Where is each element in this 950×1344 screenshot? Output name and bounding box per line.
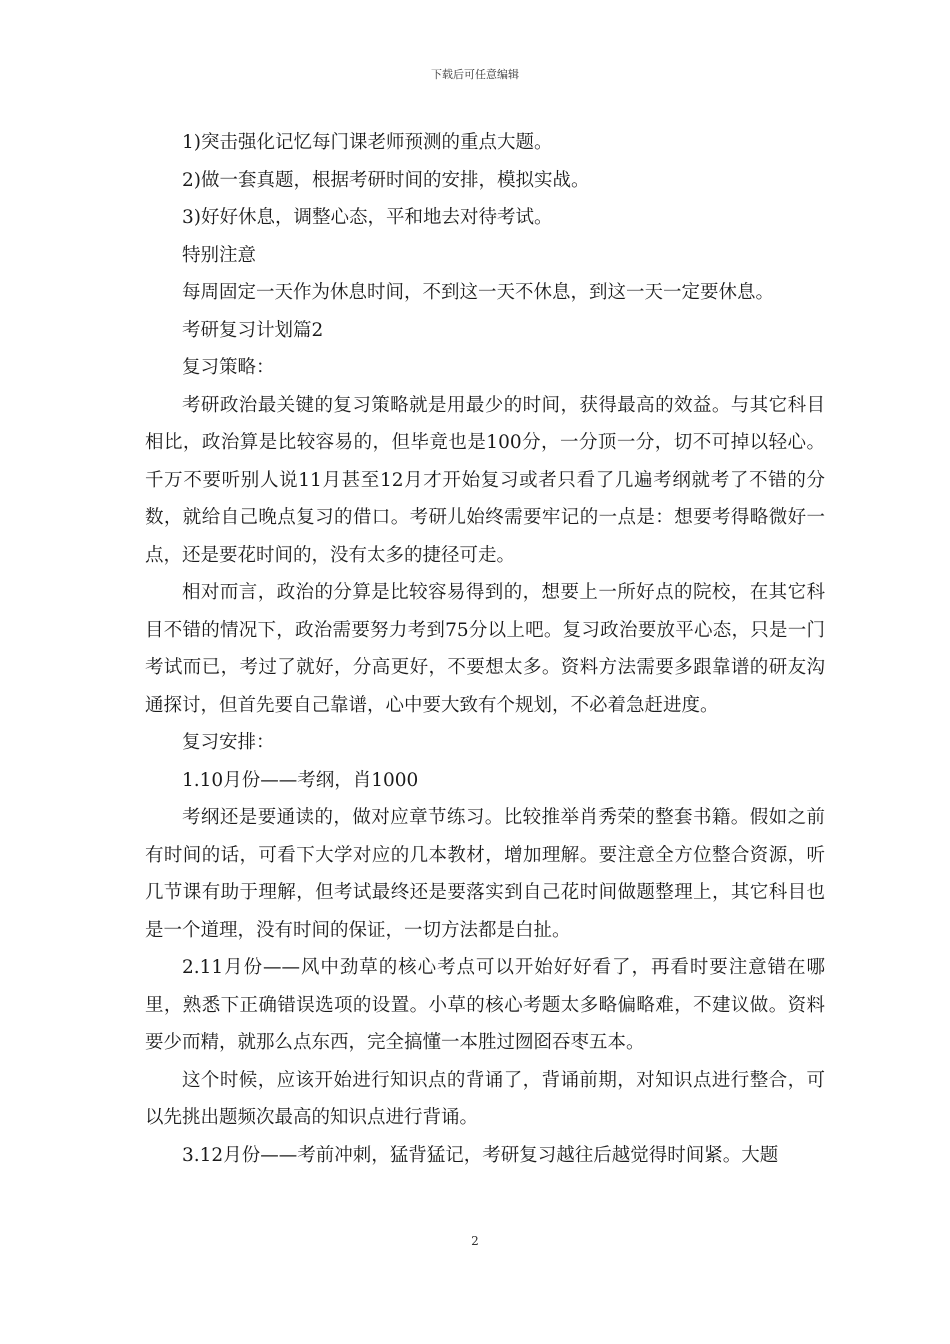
paragraph: 考纲还是要通读的，做对应章节练习。比较推举肖秀荣的整套书籍。假如之前有时间的话，可看下大学对应的几本教材，增加理解。要注意全方位整合资源，听几节课有助于理解，但考试最终还是要落实到自己花时间做题整理上，其它科目也是一个道理，没有时间的保证，一切方法都是白扯。 bbox=[145, 807, 825, 941]
document-body bbox=[145, 124, 825, 1174]
paragraph: 每周固定一天作为休息时间，不到这一天不休息，到这一天一定要休息。 bbox=[182, 282, 775, 303]
page-header: 下载后可任意编辑 bbox=[431, 68, 519, 81]
section-heading: 考研复习计划篇2 bbox=[182, 319, 324, 341]
section-heading: 复习安排： bbox=[182, 732, 275, 753]
paragraph: 2)做一套真题，根据考研时间的安排，模拟实战。 bbox=[182, 169, 590, 191]
section-heading: 特别注意 bbox=[182, 244, 257, 266]
list-item: 1.10月份——考纲，肖1000 bbox=[182, 769, 419, 791]
section-heading: 复习策略： bbox=[182, 357, 275, 378]
list-item: 3.12月份——考前冲刺，猛背猛记，考研复习越往后越觉得时间紧。大题 bbox=[182, 1144, 779, 1166]
paragraph: 相对而言，政治的分算是比较容易得到的，想要上一所好点的院校，在其它科目不错的情况下，政治需要努力考到75分以上吧。复习政治要放平心态，只是一门考试而已，考过了就好，分高更好，不要想太多。资料方法需要多跟靠谱的研友沟通探讨，但首先要自己靠谱，心中要大致有个规划，不必着急赶进度。 bbox=[145, 582, 825, 716]
paragraph: 考研政治最关键的复习策略就是用最少的时间，获得最高的效益。与其它科目相比，政治算是比较容易的，但毕竟也是100分，一分顶一分，切不可掉以轻心。千万不要听别人说11月甚至12月才开始复习或者只看了几遍考纲就考了不错的分数，就给自己晚点复习的借口。考研儿始终需要牢记的一点是：想要考得略微好一点，还是要花时间的，没有太多的捷径可走。 bbox=[145, 394, 825, 566]
paragraph: 3)好好休息，调整心态，平和地去对待考试。 bbox=[182, 207, 553, 228]
list-item: 2.11月份——风中劲草的核心考点可以开始好好看了，再看时要注意错在哪里，熟悉下正确错误选项的设置。小草的核心考题太多略偏略难，不建议做。资料要少而精，就那么点东西，完全搞懂一本胜过囫囵吞枣五本。 bbox=[145, 957, 825, 1053]
paragraph: 这个时候，应该开始进行知识点的背诵了，背诵前期，对知识点进行整合，可以先挑出题频次最高的知识点进行背诵。 bbox=[145, 1069, 825, 1128]
page-number: 2 bbox=[471, 1234, 479, 1248]
paragraph: 1)突击强化记忆每门课老师预测的重点大题。 bbox=[182, 132, 553, 153]
